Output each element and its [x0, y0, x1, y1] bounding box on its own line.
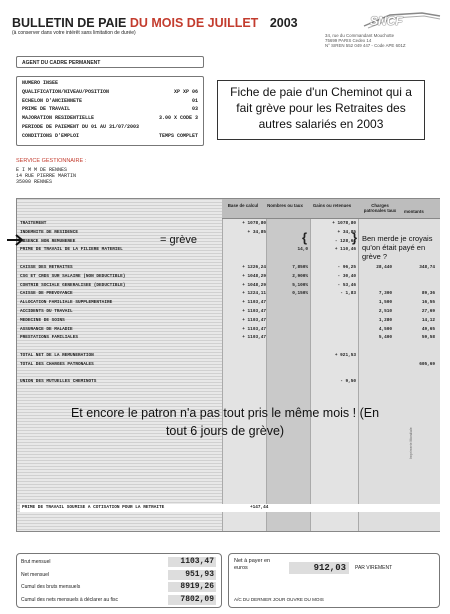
- info-line: [22, 133, 198, 142]
- table-row: [17, 300, 439, 307]
- summary-value: 8919,26: [168, 582, 216, 592]
- table-row: [17, 221, 439, 228]
- table-row: [17, 318, 439, 325]
- service-line: 14 RUE PIERRE MARTIN: [16, 173, 77, 179]
- service-line: E I M M DE RENNES: [16, 167, 68, 173]
- row-gains: - 53,46: [337, 282, 356, 288]
- table-row: [17, 309, 439, 316]
- address-line: 34, rue du Commandant Mouchotte: [325, 33, 395, 38]
- row-base: + 1224,11: [242, 291, 266, 297]
- row-label: MEDECINE DE SOINS: [20, 317, 65, 323]
- info-label: QUALIFICATION/NIVEAU/POSITION: [22, 88, 110, 95]
- row-label: UNION DES MUTUELLES CHEMINOTS: [20, 379, 97, 385]
- info-line: [22, 80, 198, 89]
- row-label: ALLOCATION FAMILIALE SUPPLEMENTAIRE: [20, 300, 113, 306]
- summary-row: [20, 594, 218, 607]
- document-title: [12, 16, 298, 30]
- row-gains: - 30,40: [337, 273, 356, 279]
- summary-label: Brut mensuel: [21, 559, 51, 565]
- row-label: CONTRIB SOCIALE GENERALISEE (DEDUCTIBLE): [20, 282, 126, 288]
- info-line: [22, 124, 198, 133]
- row-taux: 7,850%: [292, 265, 308, 270]
- footer-prime-line: [20, 504, 440, 512]
- row-charge-amount: 89,36: [421, 291, 435, 297]
- header-taux: Nombres ou taux: [267, 203, 303, 208]
- greve-annotation: = grève: [160, 234, 197, 246]
- header-charges: Charges patronales taux: [363, 203, 397, 213]
- row-label: CAISSE DE PREVOYANCE: [20, 291, 73, 297]
- info-label: NUMERO INSEE: [22, 80, 59, 86]
- table-row: [17, 335, 439, 342]
- address-line: 75699 PARIS Cedex 14: [325, 38, 372, 43]
- row-gains: + 34,85: [337, 229, 356, 235]
- service-block: [16, 158, 86, 185]
- table-row: [17, 327, 439, 334]
- summary-value: 951,93: [168, 570, 216, 580]
- row-base: + 1103,47: [242, 317, 266, 323]
- summary-value: 1103,47: [168, 557, 216, 567]
- net-pay-box: [228, 553, 440, 608]
- payment-mode: PAR VIREMENT: [355, 565, 393, 571]
- net-pay-label: Net à payer en euros: [234, 558, 271, 571]
- row-gains: - 96,25: [337, 265, 356, 270]
- row-base: + 1103,47: [242, 309, 266, 314]
- title-month: DU MOIS DE JUILLET: [129, 16, 259, 30]
- row-label: TOTAL DES CHARGES PATRONALES: [20, 361, 94, 367]
- net-pay-value: 912,03: [289, 562, 349, 574]
- summary-row: [20, 581, 218, 594]
- title-year: 2003: [269, 16, 298, 30]
- row-gains: + 1078,80: [332, 221, 356, 226]
- row-charge-amount: 605,69: [419, 361, 435, 367]
- payment-note: A/C DU DERNIER JOUR OUVRE DU MOIS: [234, 597, 324, 602]
- annotation-text: Fiche de paie d'un Cheminot qui a fait grève pour les Retraites des autres salariés en 2003: [230, 85, 412, 131]
- row-label: TOTAL NET DE LA REMUNERATION: [20, 353, 94, 358]
- question-annotation: Ben merde je croyais qu'on était payé en grève ?: [362, 234, 433, 261]
- summary-label: Cumul des nets mensuels à déclarer au fisc: [21, 596, 118, 603]
- table-row: [17, 291, 439, 298]
- row-charge-amount: 27,69: [421, 309, 435, 314]
- summary-row: [20, 569, 218, 582]
- info-label: PERIODE DE PAIEMENT DU 01 AU 31/07/2003: [22, 123, 140, 130]
- row-gains: - 128,64: [334, 238, 356, 244]
- row-label: TRAITEMENT: [20, 221, 47, 226]
- row-base: + 1226,24: [242, 265, 266, 270]
- row-label: PRESTATIONS FAMILIALES: [20, 335, 78, 341]
- info-line: [22, 115, 198, 124]
- row-label: CAISSE DES RETRAITES: [20, 265, 73, 270]
- table-row: [17, 353, 439, 360]
- row-label: INDEMNITE DE RESIDENCE: [20, 229, 78, 235]
- row-gains: + 921,53: [334, 353, 356, 358]
- row-charge-amount: 16,55: [421, 300, 435, 306]
- row-taux: 14,0: [297, 247, 308, 253]
- service-line: 35000 RENNES: [16, 179, 53, 185]
- table-row: [17, 283, 439, 290]
- table-row: [17, 344, 439, 351]
- row-taux: 0,150%: [292, 291, 308, 297]
- row-charge-rate: 1,500: [378, 300, 392, 306]
- row-charge-rate: 4,500: [378, 326, 392, 332]
- agent-label: AGENT DU CADRE PERMANENT: [22, 60, 101, 66]
- row-charge-rate: 1,280: [378, 317, 392, 323]
- row-label: ASSURANCE DE MALADIE: [20, 326, 73, 332]
- row-base: + 1048,29: [242, 273, 266, 279]
- row-charge-amount: 348,74: [419, 265, 435, 270]
- info-label: MAJORATION RESIDENTIELLE: [22, 115, 95, 122]
- annotation-box-top: [217, 80, 425, 140]
- summary-label: Net mensuel: [21, 571, 50, 578]
- row-base: + 34,85: [247, 229, 266, 235]
- row-charge-rate: 5,400: [378, 335, 392, 341]
- sncf-logo: [362, 12, 442, 30]
- header-gains: Gains ou retenues: [312, 203, 352, 208]
- row-label: ABSENCE NON REMUNEREE: [20, 238, 76, 244]
- bottom-annotation: Et encore le patron n'a pas tout pris le même mois ! (En tout 6 jours de grève): [70, 406, 380, 438]
- info-value: 03: [191, 106, 198, 113]
- row-base: + 1078,80: [242, 221, 266, 226]
- info-value: 01: [191, 97, 198, 104]
- arrow-icon: [6, 233, 26, 245]
- document-subtitle: (à conserver dans votre intérêt sans limitation de durée): [12, 30, 136, 36]
- row-charge-rate: 28,440: [376, 265, 392, 270]
- bracket-right-icon: }: [352, 230, 358, 245]
- printer-code: Imprimerie Mondiale: [409, 427, 413, 459]
- summary-box: [16, 553, 222, 608]
- row-gains: + 110,46: [334, 247, 356, 253]
- summary-label: Cumul des bruts mensuels: [21, 584, 81, 590]
- row-charge-amount: 49,65: [421, 326, 435, 332]
- table-row: [17, 379, 439, 386]
- header-base: Base de calcul: [227, 203, 259, 208]
- table-row: [17, 265, 439, 272]
- info-value: TEMPS COMPLET: [158, 132, 198, 139]
- table-header: [222, 199, 440, 219]
- row-label: PRIME DE TRAVAIL DE LA FILIERE MATERIEL: [20, 247, 123, 253]
- row-label: CSG ET CRDS SUR SALAIRE (NON DEDUCTIBLE): [20, 273, 126, 279]
- summary-row: [20, 556, 218, 569]
- title-prefix: BULLETIN DE PAIE: [12, 16, 127, 30]
- info-label: ECHELON D'ANCIENNETE: [22, 97, 83, 104]
- row-taux: 5,100%: [292, 282, 308, 288]
- info-line: [22, 98, 198, 107]
- info-label: PRIME DE TRAVAIL: [22, 106, 71, 113]
- table-row: [17, 274, 439, 281]
- footer-prime-value: +147,44: [250, 505, 269, 510]
- address-line: N° SIREN 552 049 447 - Code APE 601Z: [325, 43, 406, 48]
- row-label: ACCIDENTS DU TRAVAIL: [20, 309, 73, 314]
- company-address: [325, 33, 406, 48]
- service-title: SERVICE GESTIONNAIRE :: [16, 158, 87, 164]
- row-base: + 1103,47: [242, 335, 266, 341]
- info-value: 3.00 X CODE 3: [158, 115, 198, 122]
- bracket-left-icon: {: [302, 230, 308, 245]
- header-montants: montants: [404, 209, 424, 214]
- row-gains: - 9,50: [340, 379, 356, 385]
- row-charge-amount: 59,58: [421, 335, 435, 341]
- info-line: [22, 89, 198, 98]
- row-base: + 1103,47: [242, 300, 266, 306]
- row-base: + 1103,47: [242, 326, 266, 332]
- row-taux: 2,900%: [292, 273, 308, 279]
- table-row: [17, 371, 439, 378]
- employee-info-box: [16, 76, 204, 146]
- row-base: + 1048,29: [242, 282, 266, 288]
- row-charge-rate: 7,300: [378, 291, 392, 297]
- row-charge-amount: 14,12: [421, 317, 435, 323]
- footer-prime-label: PRIME DE TRAVAIL SOUMISE A COTISATION POUR LA RETRAITE: [22, 505, 165, 510]
- table-row: [17, 362, 439, 369]
- sncf-logo-text: SNCF: [370, 14, 403, 28]
- row-gains: - 1,83: [340, 291, 356, 297]
- row-charge-rate: 2,510: [378, 309, 392, 314]
- info-line: [22, 106, 198, 115]
- info-label: CONDITIONS D'EMPLOI: [22, 132, 80, 139]
- summary-value: 7802,09: [168, 595, 216, 605]
- info-value: XP XP 06: [173, 88, 198, 95]
- agent-box: [16, 56, 204, 68]
